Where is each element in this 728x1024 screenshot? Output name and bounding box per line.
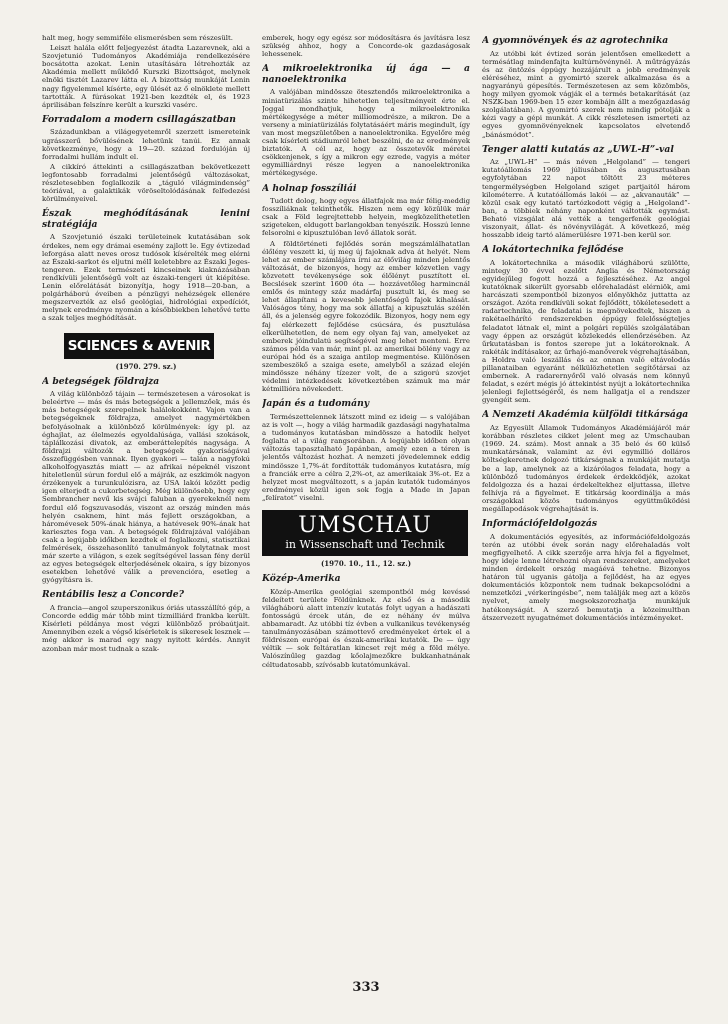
section-heading: A holnap fosszíliái xyxy=(262,182,357,194)
section-heading: Rentábilis lesz a Concorde? xyxy=(42,589,185,601)
sciences-avenir-logo: SCIENCES & AVENIR xyxy=(64,333,214,359)
paragraph: Az Egyesült Államok Tudományos Akadémiájáról már korábban részletes cikket jelent meg az Umschauban (1969. 24. szám). Most annak a 35 beló és 60 külső munkatársának, valamint az évi egymillió dolláros költségkeretnek dolgozó titkárságnak a munkáját mutatja be a lap, amelynek az a kizárólagos feladata, hogy a különböző tudományos érdekek érdekködjék, azokat feldolgozza és a hazai érdekeltekhez eljuttassa, illetve felhívja rá a figyelmet. E titkárság koordinálja a más országokkal közös tudományos együttműködési megállapodások végrehajtását is. xyxy=(482,424,690,513)
paragraph: A világ különböző tájain — természetesen a városokat is beleértve — más és más betegségek a jellemzőek, más és más betegségek szerepelnek halálokokként. Vajon van a betegségeknek földrajza, amelyet nagymértékben befolyásolnak a különböző körülmények: így pl. az éghajlat, az élelmezés egyoldalúsága, vallási szokások, táplálkozási divatok, az emberáttelepítés nagysága. A földrajzi változók a betegségek gyakoriságával összefüggésben vannak. Ilyen gyakori — talán a nagyfokú alkoholfogyasztás miatt — az afrikai népeknél viszont hiteletlenül súrun fordul elő a májrák, az eszkimók nagyon érzékenyek a turunkulózisra, az USA lakói között pedig igen elterjedt a cukorbetegség. Még különösebb, hogy egy Sembrancher nevű kis svájci faluban a gyerekeknél nem fordul elő fogszuvasodás, viszont az ország minden más helyén csaknem, hint más fejlett országokban, a háromévesek 50%-ának hiánya, a hatévesek 90%-ának hat kariesztes foga van. A betegségek földrajzával valójában csak a legújabb időkben kezdtek el foglalkozni, statisztikai felmérések, összehasonlító tanulmányok folytatnak most már szerte a világon, s ezek segítségével lassan fény derül az egyes betegségek elterjedésének okaira, s így bizonyos esetekben lehetővé válik a prevencióra, esetleg a gyógyításra is. xyxy=(42,390,250,585)
paragraph: Századunkban a világegyetemről szerzett ismereteink ugrásszerű bővülésének lehetünk tanúi. Ez annak következménye, hogy a 19—20. század fordulóján új forradalmi hullám indult el. xyxy=(42,128,250,161)
paragraph: A Szovjetunió északi területeinek kutatásában sok érdekes, nem egy drámai esemény zajlott le. Egy évtizedad leforgása alatt neves orosz tudósok kísérelték meg elérni az Északi-sarkot és eljutni mélI keletebbre az Északi Jeges-tengeren. Ezek természeti kincseinek kiaknázásában rendkívüli jelentőségű volt az északi-tengeri út kiépítése. Lenin előrelátását bizonyítja, hogy 1918—20-ban, a polgárháború éveiben a pénzügyi nehézségek ellenére megszervezték az első geológiai, hidrológiai expedíciót, melynek eredménye nyomán a későbbiekben lehetővé tette a szak teljes meghódítását. xyxy=(42,233,250,323)
paragraph: halt meg, hogy semmiféle elismerésben sem részesült. xyxy=(42,34,233,42)
section-heading: Japán és a tudomány xyxy=(262,398,370,410)
section-heading: A betegségek földrajza xyxy=(42,375,160,387)
section-heading: A mikroelektronika új ága — a nanoelektronika xyxy=(262,63,470,85)
column-right xyxy=(482,34,690,984)
paragraph: A cikkíró áttekinti a csillagászatban bekövetkezett legfontosabb forradalmi jelentőségű változásokat, részletesebben foglalkozik a „táguló világmindenség” teóriával, a galaktikák vöröseltolódásának felfedezési körülményeivel. xyxy=(42,162,250,204)
umschau-logo xyxy=(262,510,468,556)
issue-number: (1970. 279. sz.) xyxy=(115,361,177,371)
umschau-subtitle: in Wissenschaft und Technik xyxy=(285,537,445,551)
issue-number: (1970. 10., 11., 12. sz.) xyxy=(320,558,412,568)
section-heading: A lokátortechnika fejlődése xyxy=(482,244,624,256)
column-middle xyxy=(262,34,470,984)
section-heading: Forradalom a modern csillagászatban xyxy=(42,113,236,125)
paragraph: A francia—angol szuperszonikus óriás utasszállító gép, a Concorde eddig már több mint tízmilliárd frankba került. Kísérleti példánya most végzi különböző próbaútjait. Amennyiben ezek a végső kísérletek is sikeresek lesznek — még akkor is marad egy nagy nyitott kérdés. Annyit azonban már most tudnak a szak- xyxy=(42,604,250,653)
section-heading: Észak meghódításának lenini stratégiája xyxy=(42,208,250,230)
paragraph: emberek, hogy egy egész sor módosításra és javításra lesz szükség ahhoz, hogy a Concorde-ok gazdaságosak lehessenek. xyxy=(262,34,470,59)
paragraph: Leiszt halála előtt feljegyezést átadta Lazarevnek, aki a Szovjetunió Tudományos Akadémiája rendelkezésére bocsátotta azokat. Lenin utasítására létrehozták az Akadémia mellett működő Kurszki Bizottságot, melynek elnöki tisztét Lazarev látta el. A bizottság munkáját Lenin nagy figyelemmel kísérte, egy ülését az ő elnöklete mellett tartották. A fúrásokat 1921-ben kezdték el, és 1923 áprilisában felszínre került a kurszki vasérc. xyxy=(42,44,250,109)
section-heading: Információfeldolgozás xyxy=(482,518,598,530)
paragraph: Az „UWL-H” — más néven „Helgoland” — tengeri kutatóállomás 1969 júliusában és augusztusában egyfolytában 22 napot töltött 23 méteres tengermélységben Helgoland sziget partjaitól három kilométerre. A kutatóállomás lakói — az „akvanauták” — közül csak egy kutató tartózkodott végig a „Helgoland”-ban, a többiek néhány naponként váltották egymást. Beható vizsgálat alá vették a tengerfenék geológiai viszonyait, állat- és növényvilágát. A következő, még hosszabb ideig tartó alámerülésre 1971-ben kerül sor. xyxy=(482,158,690,240)
paragraph: A földtörténeti fejlődés során megszámlálhatatlan élőlény veszett ki, új meg új fajoknak adva át helyét. Nem lehet az ember számlájára írni az élővilág minden jelentős változását, de bizonyos, hogy az ember közvetlen vagy közvetett tevékenysége sok élőlényt pusztított el. Becslések szerint 1600 óta — hozzávetőleg harmincnál emlős és mintegy száz madárfaj pusztult ki, és meg se lehet állapítani a kevesebb jelentőségű fajok kihalását. Valóságos tény, hogy ma sok állatfaj a kipusztulás szélén áll, és a jelenség egyre fokozódik. Bizonyos, hogy nem egy faj elérkezett fejlődése csúcsára, és pusztulása elkerülhetetlen, de nem egy olyan faj van, amelyeket az emberek jóindulatú segítségével meg lehet menteni. Erre számos példa van már, mint pl. az amerikai bölény vagy az európai hód és a szaiga antilop megmentése. Különösen szembeszökő a szaiga esete, amelyből a század elején mindössze néhány tízezer volt, de a szigorú szovjet védelmi intézkedések következtében számuk ma már kétmillióra növekedett. xyxy=(262,239,470,394)
page-number: 333 xyxy=(352,980,380,995)
paragraph: A dokumentációs egyesítés, az információfeldolgozás terén az utóbbi évek során nagy előrehaladás volt megfigyelhető. A cikk szerzője arra hívja fel a figyelmet, hogy ideje lenne létrehozni olyan rendszereket, amelyeket minden érdekelt ország magáévá tehetne. Bizonyos határon túl ugyanis gátolja a fejlődést, ha az egyes dokumentációs központok nem tudnak bekapcsolódni a nemzetközi „vérkeringésbe”, nem találják meg azt a közös nyelvet, amely megsokszorozhatja munkájuk hatékonyságát. A szerző bemutatja a közeimultban átszervezett nyugatnémet dokumentációs intézményeket. xyxy=(482,532,690,622)
section-heading: Tenger alatti kutatás az „UWL-H”-val xyxy=(482,143,674,155)
paragraph: Tudott dolog, hogy egyes állatfajok ma már félig-meddig fosszíliáknak tekinthetők. Hiszen nem egy közülük már csak a Föld legrejtettebb helyein, megközelíthetetlen szigeteken, eldugott barlangokban tenyészik. Hosszú lenne felsorolni e kipusztulóban levő állatok sorát. xyxy=(262,197,470,238)
paragraph: Természettelennek látszott mind ez ideig — s valójában az is volt —, hogy a világ harmadik gazdasági nagyhatalma a tudományos kutatásban mindössze a hatodik helyet foglalta el a világ rangsorában. A legújabb időben olyan változás tapasztalható Japánban, amely ezen a téren is jelentős változást hozhat. A nemzeti jövedelemnek eddig mindössze 1,7%-át fordították tudományos kutatásra, míg a franciák erre a célra 2,2%-ot, az amerikaiak 3%-ot. Ez a helyzet most megváltozott, s a japán kutatók tudományos eredményei közül igen sok fogja a Made in Japan „felíratot” viselni. xyxy=(262,412,470,502)
section-heading: A Nemzeti Akadémia külföldi titkársága xyxy=(482,409,689,421)
section-heading: Közép-Amerika xyxy=(262,573,341,585)
paragraph: A lokátortechnika a második világháború szülötte, mintegy 30 évvel ezelőtt Anglia és Németország egyidejűleg fogott hozzá a fejlesztéséhez. Az angol kutatóknak sikerült gyorsabb előrehaladást elérniök, ami harcászati szempontból bizonyos előnyökhöz juttatta az országot. Azóta rendkívüli sokat fejlődött, tökéletesedett a radartechnika, de feladatai is megnövekedtek, hiszen a rakétaelhárító rendszerekben éppúgy felelősségteljes feladatot látnak el, mint a polgári repülés szolgálatában vagy éppen az országút közlekedés ellenőrzésében. Az űrkutatásban is fontos szerepe jut a lokátoroknak. A rakéták indításakor, az űrhajó-manőverek végrehajtásában, a Holdra való leszállás és az onnan való eltávolodás pillanataiban egyaránt nélkülözhetetlen segítőtársai az embernek. A radarernyőről való olvasás nem könnyű feladat, s ezért mégis jó áttekintést nyújt a lokátortechnika jelenlegi fejlettségéről, és nem hallgatja el a rendszer gyengéit sem. xyxy=(482,258,690,405)
section-heading: A gyomnövények és az agrotechnika xyxy=(482,35,669,46)
umschau-title: UMSCHAU xyxy=(298,512,432,538)
paragraph: Az utóbbi két évtized során jelentősen emelkedett a termésátlag mindenfajta kultúrnövénynél. A műtrágyázás és az öntözés éppúgy hozzájárult a jobb eredmények eléréséhez, mint a gyomirtó szerek alkalmazása és a nagyarányú gépesítés. Természetesen az sem közömbös, hogy milyen gyomok vágják el a termés betakarítását (az NSZK-ban 1969-ben 15 ezer kombájn állt a mezőgazdaság szolgálatában). A gyomirtó szerek nem mindig pótolják a kézi vagy a gépi munkát. A cikk részletesen ismerteti az egyes gyomnövényeknek kapcsolatos elvetendő „bánásmódot”. xyxy=(482,49,690,139)
column-left xyxy=(42,34,250,984)
paragraph: A valójában mindössze ötesztendős mikroelektronika a miniatürizálás szinte hihetetlen teljesítményeit érte el. Joggal mondhatjuk, hogy a mikroelektronika mértékegysége a méter milliomodrésze, a mikron. De a verseny a miniatürizálás folytatásáért máris megindult, így van most megszületőben a nanoelektronika. Egyelőre még csak kísérleti stádiumról lehet beszélni, de az eredmények biztatók. A cél az, hogy az összetevők méretei csökkenjenek, s így a mikron egy ezrede, vagyis a méter egymilliárdnyi része legyen a nanoelektronika mértékegysége. xyxy=(262,88,470,178)
paragraph: Közép-Amerika geológiai szempontból még kevéssé feldeített területe Földünknek. Az első és a második világháború alatt intenzív kutatás folyt ugyan a hadászati fontosságú ércek után, de ez néhány év múlva abbamaradt. Az utóbbi tíz évben a vulkanikus tevékenység tanulmányozásában számottevő eredményeket értek el a földrészen európai és észak-amerikai kutatók. De — úgy véltik — sok feltáratlan kincset rejt még a föld mélye. Valószínűleg gazdag kőolajmezőkre bukkanhatnának céltudatosabb, szívósabb kutatómunkával. xyxy=(262,587,470,669)
